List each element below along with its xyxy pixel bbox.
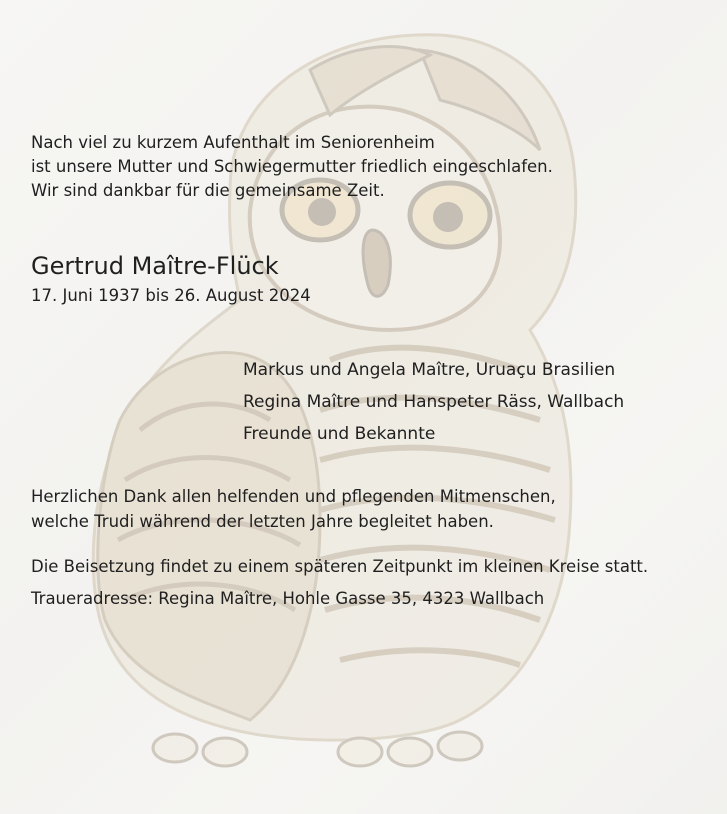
deceased-name: Gertrud Maître-Flück [31, 252, 279, 280]
mourning-address: Traueradresse: Regina Maître, Hohle Gasse 35, 4323 Wallbach [31, 589, 545, 608]
intro-paragraph [31, 131, 553, 203]
intro-line: Wir sind dankbar für die gemeinsame Zeit. [31, 181, 385, 200]
thanks-line: Herzlichen Dank allen helfenden und pflegenden Mitmenschen, [31, 487, 556, 506]
mourner-entry: Freunde und Bekannte [243, 424, 436, 444]
thanks-line: welche Trudi während der letzten Jahre begleitet haben. [31, 512, 494, 531]
mourner-entry: Regina Maître und Hanspeter Räss, Wallbach [243, 392, 625, 412]
intro-line: Nach viel zu kurzem Aufenthalt im Seniorenheim [31, 133, 435, 152]
intro-line: ist unsere Mutter und Schwiegermutter friedlich eingeschlafen. [31, 157, 553, 176]
thanks-paragraph [31, 484, 556, 534]
burial-notice: Die Beisetzung findet zu einem späteren Zeitpunkt im kleinen Kreise statt. [31, 557, 649, 576]
mourners-list [243, 354, 624, 450]
mourner-entry: Markus und Angela Maître, Uruaçu Brasilien [243, 360, 616, 380]
life-dates: 17. Juni 1937 bis 26. August 2024 [31, 286, 311, 305]
